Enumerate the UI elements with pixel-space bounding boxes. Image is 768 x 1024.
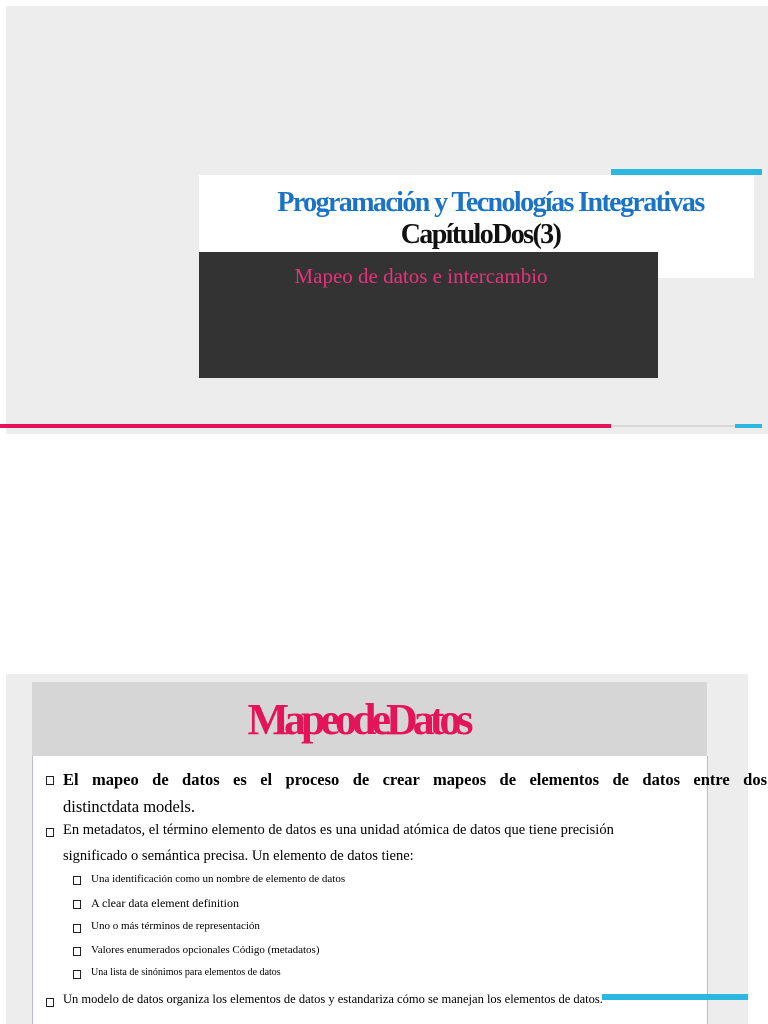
red-divider-line — [0, 424, 611, 428]
sub-bullet-box-icon — [73, 947, 81, 956]
sub-item: Valores enumerados opcionales Código (metadatos) — [91, 944, 320, 956]
slide-heading: MapeodeDatos — [247, 695, 469, 744]
sub-item: Uno o más términos de representación — [91, 920, 260, 932]
sub-bullet-box-icon — [73, 900, 81, 909]
sub-bullet-box-icon — [73, 876, 81, 885]
slide-tagline: Mapeo de datos e intercambio — [294, 264, 548, 288]
sub-item: Una identificación como un nombre de elemento de datos — [91, 873, 346, 885]
bullet-box-icon — [46, 998, 54, 1007]
point2-line2: significado o semántica precisa. Un elemento de datos tiene: — [63, 848, 414, 864]
gray-divider-line — [611, 425, 735, 427]
bullet-box-icon — [46, 828, 54, 837]
point2-line1: En metadatos, el término elemento de datos es una unidad atómica de datos que tiene precisión — [63, 822, 614, 838]
point3: Un modelo de datos organiza los elementos de datos y estandariza cómo se manejan los elementos de datos. — [63, 992, 603, 1006]
chapter-subtitle: CapítuloDos(3) — [400, 219, 561, 250]
point1-line1: El mapeo de datos es el proceso de crear mapeos de elementos de datos entre dos — [63, 770, 767, 789]
cyan-accent-bar-bottom — [602, 994, 748, 1000]
bullet-box-icon — [46, 776, 54, 785]
sub-bullet-box-icon — [73, 924, 81, 933]
cyan-divider-line — [735, 424, 762, 428]
presentation-title: Programación y Tecnologías Integrativas — [277, 187, 704, 218]
sub-bullet-box-icon — [73, 970, 81, 979]
sub-item: A clear data element definition — [91, 896, 239, 910]
sub-item: Una lista de sinónimos para elementos de datos — [91, 967, 281, 978]
point1-line2: distinctdata models. — [63, 797, 195, 816]
